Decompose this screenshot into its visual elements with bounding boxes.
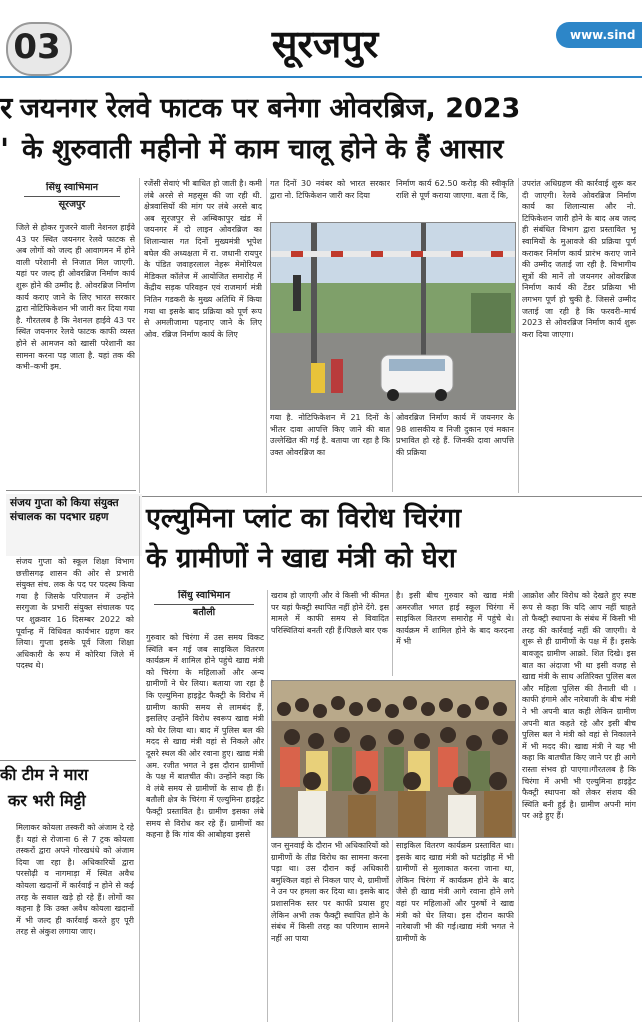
- page-header: [0, 0, 642, 80]
- second-col2-bottom: जन सुनवाई के दौरान भी अधिकारियों को ग्रामीणों के तीव्र विरोध का सामना करना पड़ा था। उस दौरान कई अधिकारी बमुश्किल वहां से निकल पाए थे, ग्रामीणों ने उन पर हमला कर दिया था। इसके बाद प्रशासनिक स्तर पर काफी प्रयास हुए लेकिन अभी तक फैक्ट्री स्थापित होने के संबंध में किसी तरह का परिणाम सामने नहीं आ पाया: [271, 841, 389, 943]
- col-divider: [392, 412, 393, 492]
- side-story-2-body: मिलाकर कोयला तस्करी को अंजाम दे रहे हैं। यहां से रोजाना 6 से 7 ट्रक कोयला तस्करों द्वारा अपने गोरखधंधे को अंजाम दिया जा रहा है। अधिकारियों द्वारा परसोढ़ी व नागमाड़ा में स्थित अवैध कोयला खदानों में कार्रवाई न होने से कई तरह के सवाल खड़े हो रहे हैं। लोगों का कहना है कि उक्त अवैध कोयला खदानों में भी जल्द ही कार्रवाई करते हुए पूरी तरह से अंकुश लगाया जाए।: [16, 823, 134, 937]
- railway-crossing-illustration: [271, 223, 515, 409]
- side-story-2-headline-line2: कर भरी मिट्टी: [8, 791, 86, 810]
- lead-col3-bottom: गया है. नोटिफिकेशन में 21 दिनों के भीतर दावा आपत्ति किए जाने की बात उल्लेखित की गई है. बताया जा रहा है कि उक्त ओवरब्रिज का: [270, 413, 390, 457]
- lead-byline-place: सूरजपुर: [58, 199, 86, 210]
- second-col1: गुरुवार को चिरंगा में उस समय विकट स्थिति बन गई जब साइकिल वितरण कार्यक्रम में शामिल होने पहुंचे खाद्य मंत्री को चिरंगा के महिलाओं और अन्य ग्रामीणों ने घेर लिया। बताया जा रहा है कि एल्युमिना हाइड्रेट फैक्ट्री के विरोध में ग्रामीण काफी समय से लामबंद हैं, इसलिए उन्होंने विरोध स्वरूप खाद्य मंत्री को घेर लिया था। बाद में पुलिस बल की मदद से खाद्य मंत्री वहां से निकले और दूसरे स्थल की ओर रवाना हुए। खाद्य मंत्री अम. रजीत भगत ने इस दौरान ग्रामीणों के पक्ष में बातचीत की। उन्होंने कहा कि वे लंबे समय से ग्रामीणों के साथ ही हैं। बतौली क्षेत्र के चिरंगा में एल्युमिना हाइड्रेट फैक्ट्री प्रस्तावित है। ग्रामीण इसका लंबे समय से विरोध कर रहे हैं। ग्रामीणों का कहना है कि गांव की आबोहवा इससे: [146, 633, 264, 840]
- col-divider: [139, 496, 140, 1022]
- side-story-1-body: संजय गुप्ता को स्कूल शिक्षा विभाग छत्तीसगढ़ शासन की ओर से प्रभारी संयुक्त संच. लक के पद पर पदस्थ किया गया है जिसके परिपालन में उन्होंने सरगुजा के प्रभारी संयुक्त संचालक पद पर शुक्रवार 16 दिसम्बर 2022 को पूर्वान्ह में विधिवत कार्यभार ग्रहण कर लिया। गुप्ता इसके पूर्व जिला शिक्षा अधिकारी के रूप में कोरिया जिले में पदस्थ थे।: [16, 557, 134, 671]
- lead-col4-bottom: ओवरब्रिज निर्माण कार्य में जयनगर के 98 शासकीय व निजी दुकान एवं मकान प्रभावित हो रहे हैं. जिनकी दावा आपत्ति की प्रक्रिया: [396, 413, 514, 457]
- second-byline-name: सिंधु स्वाभिमान: [177, 590, 231, 601]
- crowd-illustration: [272, 681, 515, 837]
- col-divider: [518, 590, 519, 1022]
- story-separator: [142, 496, 642, 497]
- second-byline: [146, 590, 262, 619]
- side-story-1-headline: संजय गुप्ता को किया संयुक्त संचालक का पदभार ग्रहण: [6, 494, 142, 556]
- lead-headline-line1: जयनगर रेलवे फाटक पर बनेगा ओवरब्रिज, 2023: [20, 93, 521, 124]
- byline-rule: [154, 604, 254, 605]
- col-divider: [139, 178, 140, 493]
- second-col2-top: खराब हो जाएगी और वे किसी भी कीमत पर यहां फैक्ट्री स्थापित नहीं होने देंगे. इस मामले में काफी समय से विवादित परिस्थितियां बनती रही हैं।पिछले बार एक: [271, 591, 389, 635]
- website-link[interactable]: www.sind: [570, 28, 636, 42]
- side-story-rule: [0, 760, 136, 761]
- paper-name: सूरजपुर: [271, 22, 379, 66]
- second-byline-place: बतौली: [192, 607, 216, 618]
- page-number: 03: [13, 27, 61, 67]
- protest-crowd-photo: [271, 680, 516, 838]
- lead-headline-edge-mark: र: [0, 91, 13, 126]
- lead-byline-name: सिंधु स्वाभिमान: [45, 182, 99, 193]
- lead-col2: रजेंसी सेवाएं भी बाधित हो जाती है। कमी लंबे अरसे से महसूस की जा रही थी. क्षेत्रवासियों की मांग पर लंबे अरसे बाद अब सूरजपुर से अम्बिकापुर खंड में जयनगर में दो लाइन ओवरब्रिज का शिलान्यास गत दिनों मुख्यमंत्री भूपेश बघेल की अध्यक्षता में रा. जधानी रायपुर के पंडित जवाहरलाल नेहरू मेमोरियल मेडिकल कॉलेज में आयोजित समारोह में केंद्रीय सड़क परिवहन एवं राजमार्ग मंत्री नितिन गडकरी के मुख्य अतिथि में किया गया था इसके बाद प्रक्रिया को पूर्ण रूप से अमलीजामा पहनाए जाने के लिए ओव. रब्रिज निर्माण कार्य के लिए: [144, 179, 262, 339]
- second-col3-top: है। इसी बीच गुरुवार को खाद्य मंत्री अमरजीत भगत हाई स्कूल चिरंगा में साइकिल वितरण समारोह में पहुंचे थे। कार्यक्रम में शामिल होने के बाद करदना में भी: [396, 591, 514, 647]
- second-headline-line2: के ग्रामीणों ने खाद्य मंत्री को घेरा: [146, 543, 456, 574]
- lead-col1: जिले से होकर गुजरने वाली नेशनल हाईवे 43 पर स्थित जयनगर रेलवे फाटक से अब लोगों को जल्द ही आवागमन में होने वाली परेशानी से निजात मिल जाएगी. यहां पर जल्द ही ओवरब्रिज निर्माण कार्य शुरू होने की उम्मीद है. ओवरब्रिज निर्माण कार्य कराए जाने के लिए भारत सरकार द्वारा नोटिफिकेशन भी जारी कर दिया गया है. गौरतलब है कि नेशनल हाईवे 43 पर स्थित जयनगर रेलवे फाटक काफी व्यस्त होने से आमजन को खासी परेशानी का सामना करना पड़ जाता है. यहां तक की कभी–कभी इम.: [16, 223, 135, 372]
- lead-byline: [16, 182, 128, 211]
- byline-rule: [24, 196, 120, 197]
- side-story-rule: [6, 490, 136, 491]
- col-divider: [392, 840, 393, 1022]
- side-story-2-headline-line1: की टीम ने मारा: [0, 765, 89, 784]
- railway-crossing-photo: [270, 222, 516, 410]
- lead-col4-top: निर्माण कार्य 62.50 करोड़ की स्वीकृति राशि से पूर्ण कराया जाएगा. बता दें कि,: [396, 179, 514, 200]
- col-divider: [267, 590, 268, 1022]
- lead-headline-edge-mark-2: ': [0, 133, 10, 168]
- lead-col3-top: गत दिनों 30 नवंबर को भारत सरकार द्वारा नो. टिफिकेशन जारी कर दिया: [270, 179, 390, 200]
- lead-headline-line2: के शुरुवाती महीनो में काम चालू होने के हैं आसार: [22, 134, 504, 165]
- second-col4: आक्रोश और विरोध को देखते हुए स्पष्ट रूप से कहा कि यदि आप नहीं चाहते तो फैक्ट्री स्थापना के संबंध में किसी भी तरह की कार्रवाई नहीं की जाएगी। वे शुरू से ही ग्रामीणों के पक्ष में हैं। इसके बावजूद ग्रामीण आक्रो. शित दिखे। इस बात का अंदाजा भी था इसी वजह से खाद्य मंत्री के साथ अतिरिक्त पुलिस बल और महिला पुलिस की तैनाती थी । काफी हंगामे और नारेबाजी के बीच मंत्री ने भी अपनी बात कही लेकिन ग्रामीण अपनी बात कहते रहे और इसी बीच पुलिस बल ने मंत्री को वहां से निकालने में भी मदद की। खाद्य मंत्री ने यह भी कहा कि बातचीत किए जाने पर ही आगे रास्ता संभव हो पाएगा।गौरतलब है कि चिरंगा में अभी भी एल्युमिना हाइड्रेट फैक्ट्री स्थापना को लेकर संशय की स्थिति बनी हुई है। ग्रामीण अपनी मांग पर अड़े हुए हैं।: [522, 591, 636, 821]
- header-rule: [0, 76, 642, 78]
- lead-col5: उपरांत अधिग्रहण की कार्रवाई शुरू कर दी जाएगी। रेलवे ओवरब्रिज निर्माण कार्य का शिलान्यास और नो. टिफिकेशन जारी होने के बाद अब जल्द ही संबंधित विभाग द्वारा प्रस्तावित भू स्वामियों के मुआवजे की प्रक्रिया पूर्ण कराकर निर्माण कार्य प्रारंभ कराए जाने की उम्मीद जताई जा रही है. विभागीय सूत्रों की मानें तो जयनगर ओवरब्रिज निर्माण कार्य की टेंडर प्रक्रिया भी लगभग पूर्ण हो चुकी है. जिससे उम्मीद जताई जा रही है कि फरवरी–मार्च 2023 से ओवरब्रिज निर्माण कार्य शुरू करा दिया जाएगा।: [522, 179, 636, 339]
- col-divider: [392, 590, 393, 676]
- col-divider: [518, 178, 519, 493]
- second-col3-bottom: साइकिल वितरण कार्यक्रम प्रस्तावित था। इसके बाद खाद्य मंत्री को घटांझीह में भी ग्रामीणों से मुलाकात करना जाना था, लेकिन चिरंगा में कार्यक्रम होने के बाद जैसे ही खाद्य मंत्री आगे रवाना होने लगे वहां पर महिलाओं और पुरुषों ने खाद्य मंत्री को घेर लिया। इस दौरान काफी नारेबाजी भी की गई।खाद्य मंत्री भगत ने ग्रामीणों के: [396, 841, 514, 943]
- second-headline-line1: एल्युमिना प्लांट का विरोध चिरंगा: [146, 503, 462, 534]
- col-divider: [266, 178, 267, 493]
